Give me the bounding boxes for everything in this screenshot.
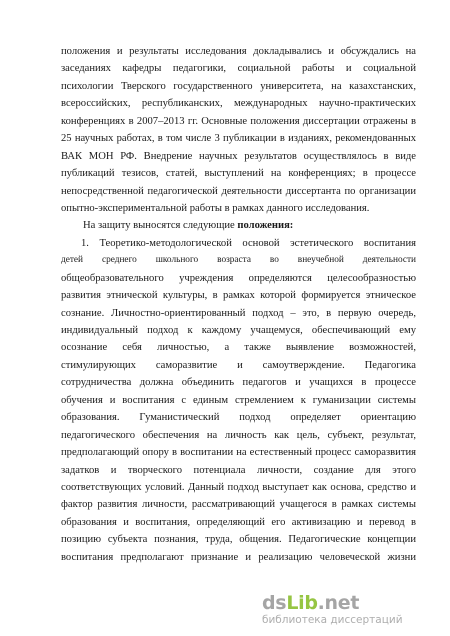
- point-line: осознание себя личностью, а также выявление возможностей,: [61, 342, 416, 354]
- text-line: всероссийских, республиканских, международных научно-практических: [61, 98, 416, 110]
- text-line: ВАК МОН РФ. Внедрение научных результатов осуществлялось в виде: [61, 150, 416, 162]
- point-line: стимулирующих саморазвитие и самоутверждение. Педагогика: [61, 359, 416, 371]
- logo-ds: ds: [262, 592, 287, 614]
- dslib-watermark: [262, 592, 440, 630]
- point-line-cut: воспитания предполагают признание и реализацию человеческой жизни: [61, 551, 416, 563]
- text-line: публикаций тезисов, статей, выступлений на конференциях; в процессе: [61, 168, 416, 180]
- point-line: задатков и творческого потенциала личности, создание для этого: [61, 464, 416, 476]
- logo-lib: Lib: [286, 592, 318, 614]
- logo-net: .net: [317, 592, 360, 614]
- text-line: опытно-экспериментальной работы в рамках данного исследования.: [61, 202, 370, 214]
- point-line: педагогического обеспечения на личность как цель, субъект, результат,: [61, 429, 416, 441]
- point-line: детей среднего школьного возраста во внеучебной деятельности: [61, 255, 416, 266]
- text-line: положения и результаты исследования докладывались и обсуждались на: [61, 46, 416, 57]
- intro-line: [61, 217, 416, 234]
- watermark-subtitle: библиотека диссертаций: [262, 614, 403, 626]
- point-line: развития этнической культуры, в рамках которой формируется этническое: [61, 290, 416, 302]
- intro-bold: положения:: [237, 220, 294, 232]
- point-line: индивидуальный подход к каждому учащемуся, обеспечивающий ему: [61, 325, 416, 336]
- watermark-logo: [262, 592, 359, 614]
- point-line: соответствующих условий. Данный подход выступает как основа, средство и: [61, 481, 416, 493]
- body-text: [61, 43, 416, 566]
- text-line: конференциях в 2007–2013 гг. Основные положения диссертации отражены в: [61, 115, 416, 127]
- text-line: непосредственной педагогической деятельности диссертанта по организации: [61, 185, 416, 197]
- point-line: позицию субъекта познания, труда, общения. Педагогические концепции: [61, 534, 416, 546]
- point-line: общеобразовательного учреждения определяются целесообразностью: [61, 272, 416, 284]
- point-line: фактор развития личности, рассматривающий учащегося в рамках системы: [61, 499, 416, 511]
- text-line: психологии Тверского государственного университета, на казахстанских,: [61, 80, 416, 92]
- intro-prefix: На защиту выносятся следующие: [83, 220, 238, 232]
- point-line: сотрудничества должна объединить педагогов и учащихся в процессе: [61, 377, 416, 389]
- point-line: образования и воспитания, определяющий его активизацию и перевод в: [61, 516, 416, 528]
- text-line: заседаниях кафедры педагогики, социальной работы и социальной: [61, 63, 416, 75]
- point-line: сознание. Личностно-ориентированный подход – это, в первую очередь,: [61, 307, 416, 319]
- point-line: образования. Гуманистический подход определяет ориентацию: [61, 412, 416, 424]
- point-line: предполагающий опору в воспитании на естественный процесс саморазвития: [61, 447, 416, 459]
- text-line: 25 научных работах, в том числе 3 публикации в изданиях, рекомендованных: [61, 133, 416, 145]
- point-line: 1. Теоретико-методологической основой эстетического воспитания: [81, 237, 416, 249]
- point-line: обучения и воспитания с единым стремлением к гуманизации системы: [61, 394, 416, 406]
